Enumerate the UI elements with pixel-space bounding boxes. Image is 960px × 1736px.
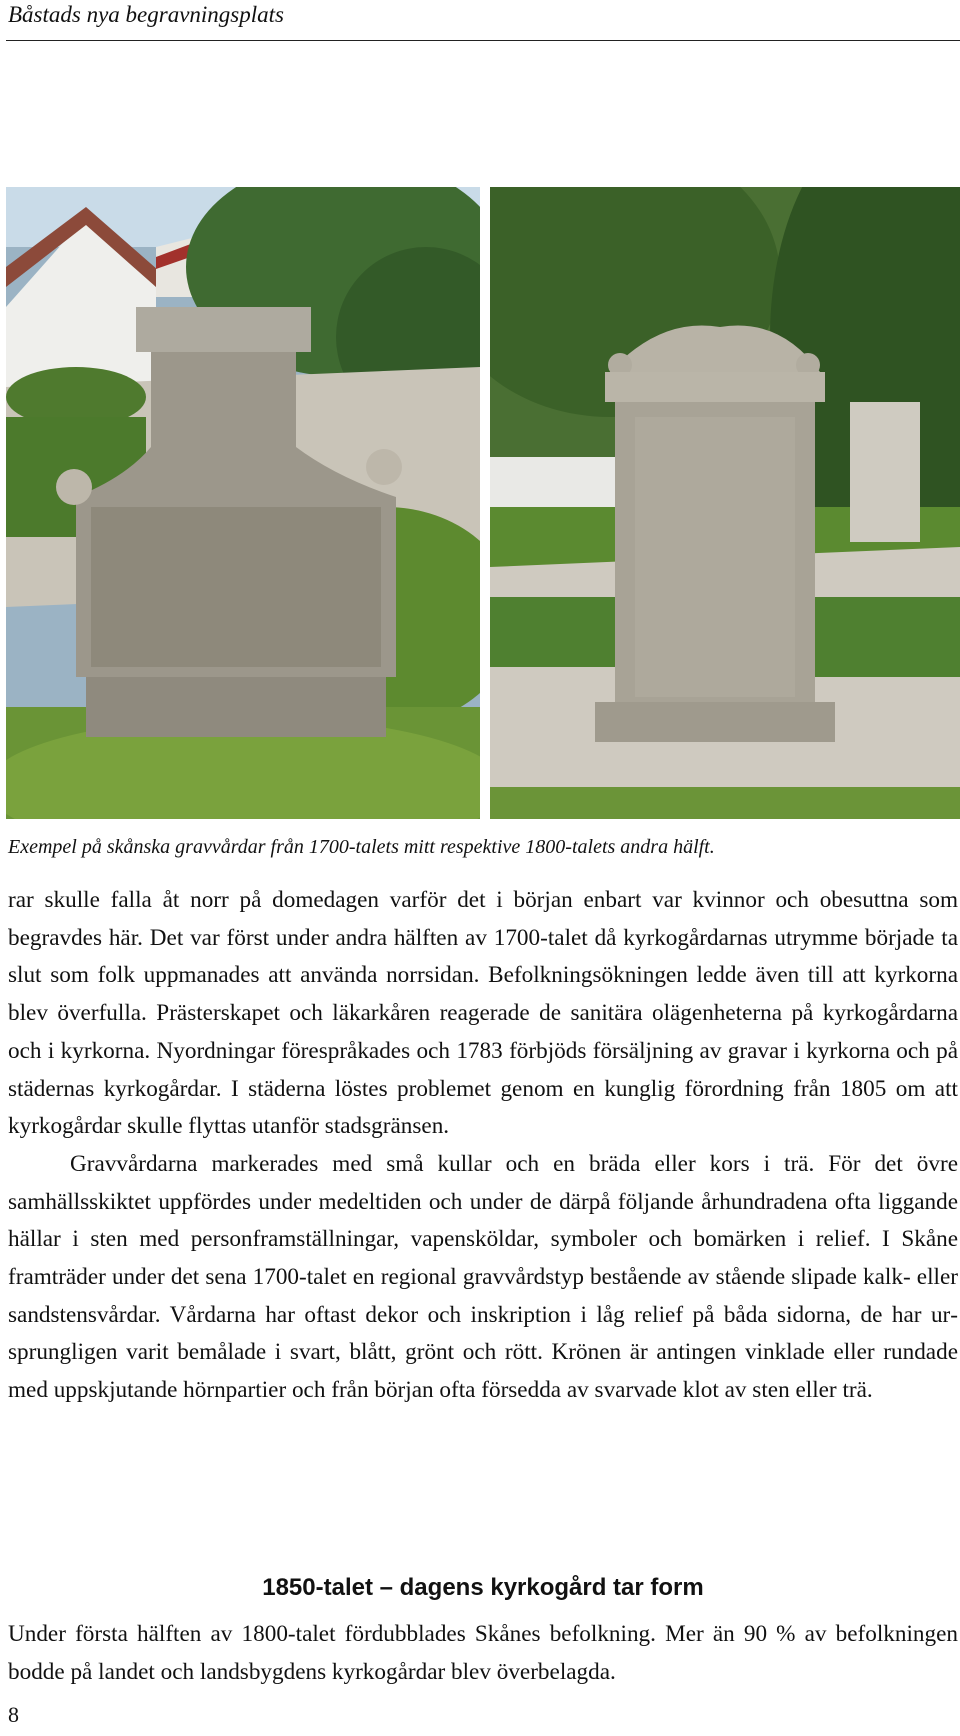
photo-gravestone-1800s [490,187,960,819]
section-heading: 1850-talet – dagens kyrkogård tar form [262,1574,704,1601]
body-paragraph-2: Gravvårdarna markerades med små kullar och en bräda eller kors i trä. För det övre samhällsskiktet uppfördes under medeltiden och under de därpå följande århundradena ofta liggande hällar i sten med personframställningar, vapensköldar, symboler och bomärken i relief. I Skåne framträder under det sena 1700-talet en regional gravvårdstyp bestående av stående slipade kalk- eller sandstensvårdar. Vårdarna har oftast dekor och inskription i låg relief på båda sidorna, de har ursprungligen varit bemålade i svart, blått, grönt och rött. Krönen är antingen vinklade eller rundade med uppskjutande hörnpartier och från början ofta försedda av svarvade klot av sten eller trä. [8,1150,958,1404]
photo-gravestone-1700s [6,187,480,819]
header-rule [6,40,960,41]
section-body [8,1616,958,1691]
photo-right-illustration [490,187,960,819]
body-paragraph-1: rar skulle falla åt norr på domedagen varför det i början enbart var kvinnor och obesuttna som begravdes här. Det var först under andra hälften av 1700-talet då kyrkogårdarnas utrymme började ta slut som folk uppmanades att använda norrsidan. Befolkningsökningen ledde även till att kyrkorna blev överfulla. Prästerskapet och läkarkåren reagerade de sanitära olägenheterna på kyrkogårdarna och i kyrkorna. Nyordningar förespråkades och 1783 förbjöds försäljning av gravar i kyrkorna och på städernas kyrkogårdar. I städerna löstes problemet genom en kunglig förordning från 1805 om att kyrkogårdar skulle flyttas utanför stadsgränsen. [8,887,958,1140]
figure-caption: Exempel på skånska gravvårdar från 1700-talets mitt respektive 1800-talets andra hälft. [8,836,715,858]
body-text [8,882,958,1410]
page-number: 8 [8,1702,19,1727]
section-paragraph: Under första hälften av 1800-talet fördubblades Skånes befolkning. Mer än 90 % av befolkningen bodde på landet och landsbygdens kyrkogårdar blev överbelagda. [8,1621,958,1685]
running-head-title: Båstads nya begravningsplats [8,2,284,27]
photo-left-illustration [6,187,480,819]
